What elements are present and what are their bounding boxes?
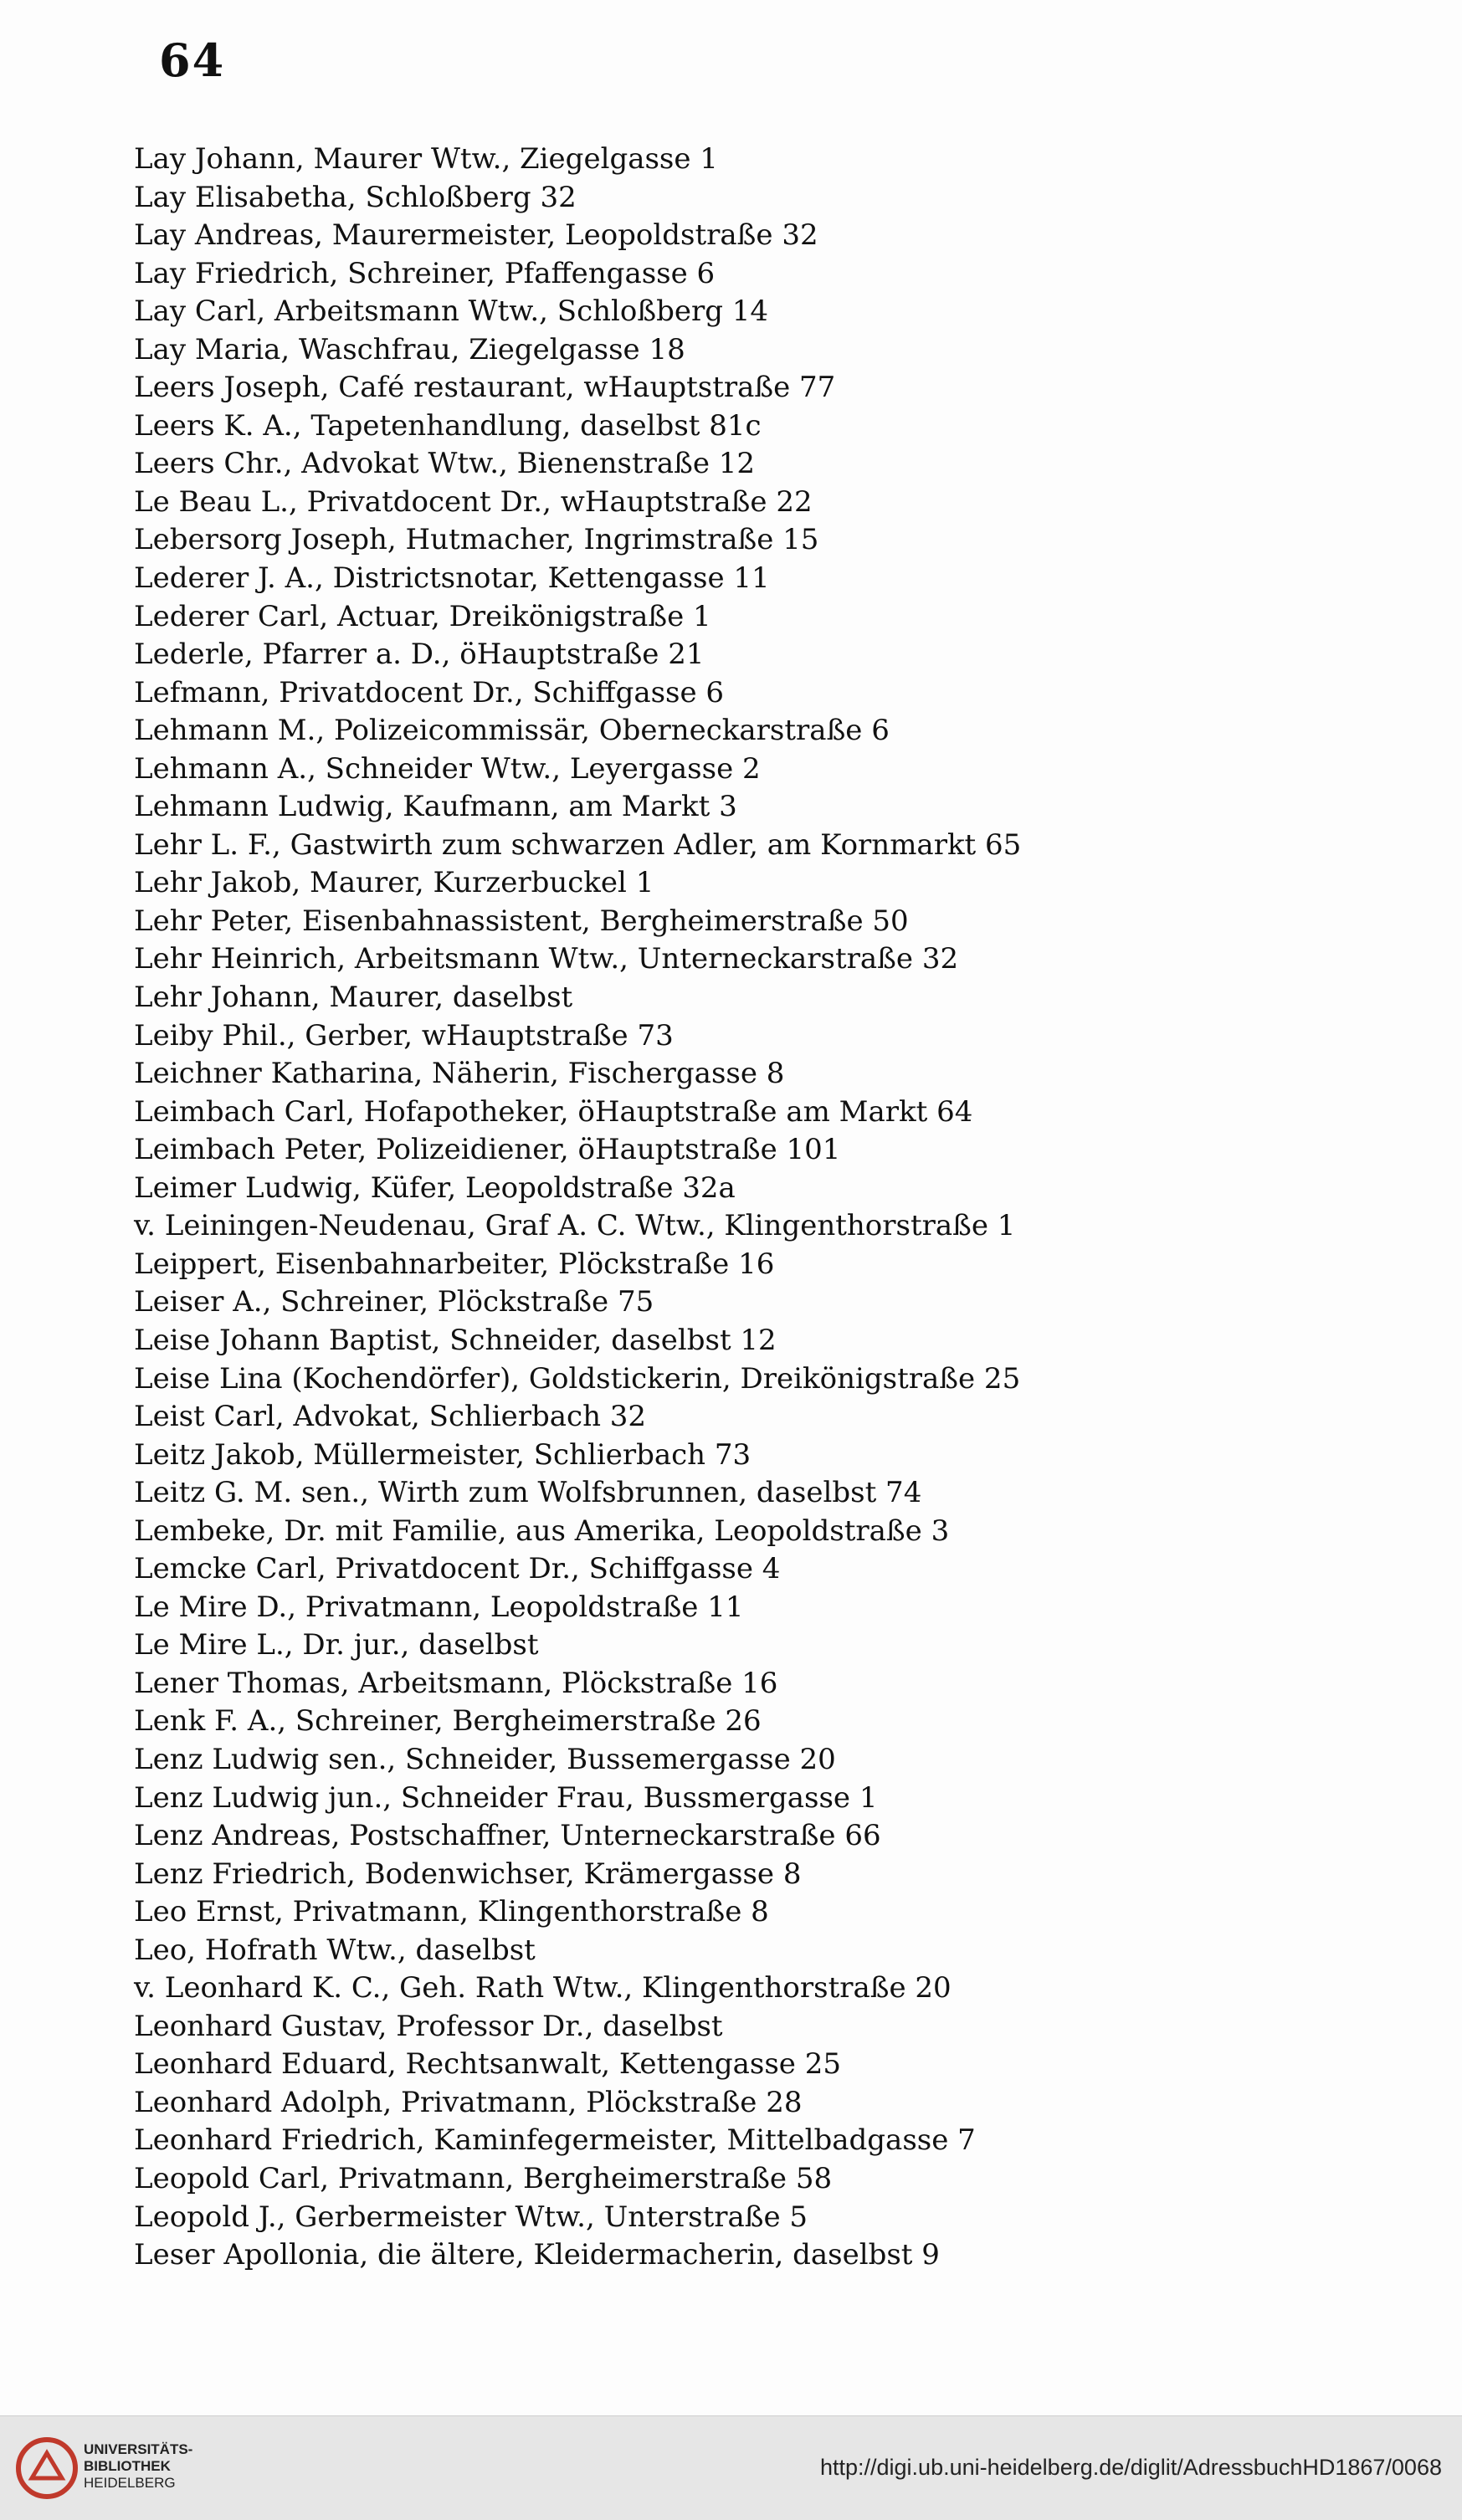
directory-entry: Lederle, Pfarrer a. D., öHauptstraße 21 xyxy=(134,638,705,672)
directory-entry: Lay Carl, Arbeitsmann Wtw., Schloßberg 14 xyxy=(134,295,769,329)
directory-entry: Leser Apollonia, die ältere, Kleidermacherin, daselbst 9 xyxy=(134,2238,940,2272)
directory-entries xyxy=(134,141,1439,2275)
directory-entry: Lay Andreas, Maurermeister, Leopoldstraße 32 xyxy=(134,218,818,253)
directory-entry: Lay Maria, Waschfrau, Ziegelgasse 18 xyxy=(134,332,685,366)
directory-entry: Le Mire D., Privatmann, Leopoldstraße 11 xyxy=(134,1590,744,1624)
directory-entry: Leers Joseph, Café restaurant, wHauptstraße 77 xyxy=(134,371,836,405)
directory-entry: v. Leiningen-Neudenau, Graf A. C. Wtw., Klingenthorstraße 1 xyxy=(134,1209,1016,1243)
directory-entry: Lehr Johann, Maurer, daselbst xyxy=(134,981,573,1015)
directory-entry: Leichner Katharina, Näherin, Fischergasse 8 xyxy=(134,1057,785,1091)
footer-bar xyxy=(0,2415,1462,2520)
directory-entry: Leopold Carl, Privatmann, Bergheimerstraße 58 xyxy=(134,2161,833,2195)
directory-entry: Lehr Jakob, Maurer, Kurzerbuckel 1 xyxy=(134,866,654,900)
directory-entry: Leimbach Peter, Polizeidiener, öHauptstraße 101 xyxy=(134,1133,841,1167)
directory-entry: Le Beau L., Privatdocent Dr., wHauptstraße 22 xyxy=(134,484,813,519)
directory-entry: Leonhard Friedrich, Kaminfegermeister, Mittelbadgasse 7 xyxy=(134,2123,976,2158)
library-name-line3: HEIDELBERG xyxy=(84,2475,176,2491)
directory-entry: Lemcke Carl, Privatdocent Dr., Schiffgasse 4 xyxy=(134,1552,781,1586)
library-name xyxy=(84,2441,192,2492)
directory-entry: Leimer Ludwig, Küfer, Leopoldstraße 32a xyxy=(134,1170,736,1205)
source-url-link[interactable]: http://digi.ub.uni-heidelberg.de/diglit/AdressbuchHD1867/0068 xyxy=(819,2455,1442,2480)
directory-entry: Lefmann, Privatdocent Dr., Schiffgasse 6 xyxy=(134,675,725,709)
directory-entry: Leist Carl, Advokat, Schlierbach 32 xyxy=(134,1400,647,1434)
directory-entry: Lebersorg Joseph, Hutmacher, Ingrimstraße 15 xyxy=(134,523,819,557)
directory-entry: Le Mire L., Dr. jur., daselbst xyxy=(134,1628,539,1662)
directory-entry: Lenz Andreas, Postschaffner, Unterneckarstraße 66 xyxy=(134,1819,881,1853)
directory-entry: Lehmann Ludwig, Kaufmann, am Markt 3 xyxy=(134,790,737,824)
directory-entry: Lenk F. A., Schreiner, Bergheimerstraße 26 xyxy=(134,1704,762,1739)
directory-entry: Leo Ernst, Privatmann, Klingenthorstraße 8 xyxy=(134,1895,769,1929)
directory-entry: Leonhard Eduard, Rechtsanwalt, Kettengasse 25 xyxy=(134,2047,841,2082)
directory-entry: Lener Thomas, Arbeitsmann, Plöckstraße 16 xyxy=(134,1666,778,1700)
directory-entry: Lederer J. A., Districtsnotar, Kettengasse 11 xyxy=(134,561,770,596)
directory-entry: Lay Johann, Maurer Wtw., Ziegelgasse 1 xyxy=(134,142,718,176)
directory-entry: Lehr Heinrich, Arbeitsmann Wtw., Unterneckarstraße 32 xyxy=(134,942,959,976)
directory-entry: Leimbach Carl, Hofapotheker, öHauptstraße am Markt 64 xyxy=(134,1094,973,1129)
directory-entry: Lay Elisabetha, Schloßberg 32 xyxy=(134,180,577,214)
directory-entry: Leopold J., Gerbermeister Wtw., Unterstraße 5 xyxy=(134,2200,808,2234)
directory-entry: Leitz Jakob, Müllermeister, Schlierbach 73 xyxy=(134,1437,752,1472)
directory-entry: Leitz G. M. sen., Wirth zum Wolfsbrunnen, daselbst 74 xyxy=(134,1476,922,1510)
directory-entry: Leo, Hofrath Wtw., daselbst xyxy=(134,1933,536,1967)
directory-entry: Lehmann A., Schneider Wtw., Leyergasse 2 xyxy=(134,751,761,786)
directory-entry: Lay Friedrich, Schreiner, Pfaffengasse 6 xyxy=(134,256,716,290)
library-name-line1: UNIVERSITÄTS- xyxy=(84,2441,193,2457)
directory-entry: Leiser A., Schreiner, Plöckstraße 75 xyxy=(134,1285,654,1319)
directory-entry: Leise Lina (Kochendörfer), Goldstickerin, Dreikönigstraße 25 xyxy=(134,1361,1021,1396)
directory-entry: Leonhard Adolph, Privatmann, Plöckstraße 28 xyxy=(134,2085,803,2119)
directory-entry: Lederer Carl, Actuar, Dreikönigstraße 1 xyxy=(134,599,711,633)
directory-entry: Leonhard Gustav, Professor Dr., daselbst xyxy=(134,2009,723,2043)
directory-entry: Lenz Friedrich, Bodenwichser, Krämergasse 8 xyxy=(134,1857,802,1891)
directory-entry: Lehr Peter, Eisenbahnassistent, Bergheimerstraße 50 xyxy=(134,904,909,938)
directory-entry: Lehmann M., Polizeicommissär, Oberneckarstraße 6 xyxy=(134,714,890,748)
university-library-logo-icon xyxy=(13,2435,80,2502)
directory-entry: Lenz Ludwig jun., Schneider Frau, Bussmergasse 1 xyxy=(134,1780,878,1815)
directory-entry: Leiby Phil., Gerber, wHauptstraße 73 xyxy=(134,1018,674,1053)
directory-entry: Lembeke, Dr. mit Familie, aus Amerika, Leopoldstraße 3 xyxy=(134,1514,950,1548)
library-name-line2: BIBLIOTHEK xyxy=(84,2458,171,2474)
directory-entry: Leippert, Eisenbahnarbeiter, Plöckstraße 16 xyxy=(134,1247,775,1281)
directory-entry: Leers K. A., Tapetenhandlung, daselbst 81c xyxy=(134,408,762,443)
directory-entry: Lenz Ludwig sen., Schneider, Bussemergasse 20 xyxy=(134,1742,836,1776)
page-number: 64 xyxy=(159,33,226,87)
directory-entry: Leise Johann Baptist, Schneider, daselbst 12 xyxy=(134,1323,777,1357)
directory-entry: Lehr L. F., Gastwirth zum schwarzen Adler, am Kornmarkt 65 xyxy=(134,827,1022,862)
directory-entry: Leers Chr., Advokat Wtw., Bienenstraße 12 xyxy=(134,447,756,481)
directory-entry: v. Leonhard K. C., Geh. Rath Wtw., Klingenthorstraße 20 xyxy=(134,1971,952,2005)
